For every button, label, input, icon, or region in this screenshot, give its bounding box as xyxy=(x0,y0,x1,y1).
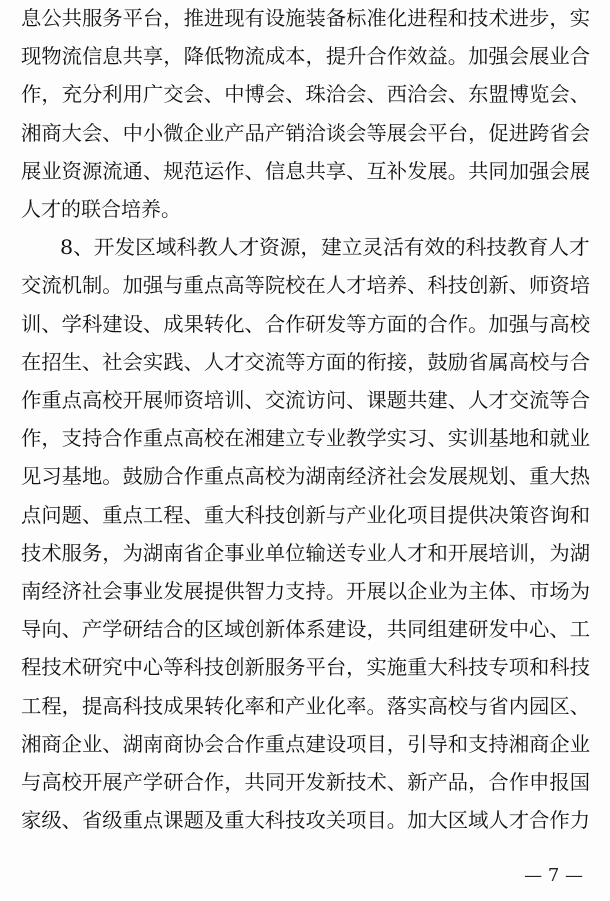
text-line: 南经济社会事业发展提供智力支持。开展以企业为主体、市场为 xyxy=(21,579,591,603)
text-line: 现物流信息共享，降低物流成本，提升合作效益。加强会展业合 xyxy=(21,44,591,69)
text-line: 点问题、重点工程、重大科技创新与产业化项目提供决策咨询和 xyxy=(21,502,591,527)
text-line: 工程，提高科技成果转化率和产业化率。落实高校与省内园区、 xyxy=(21,693,591,718)
text-line: 作，支持合作重点高校在湘建立专业教学实习、实训基地和就业 xyxy=(21,426,591,451)
text-line: 交流机制。加强与重点高等院校在人才培养、科技创新、师资培 xyxy=(21,273,591,298)
text-line: 在招生、社会实践、人才交流等方面的衔接，鼓励省属高校与合 xyxy=(21,349,591,374)
text-line: 与高校开展产学研合作，共同开发新技术、新产品，合作申报国 xyxy=(21,770,591,794)
text-line: 程技术研究中心等科技创新服务平台，实施重大科技专项和科技 xyxy=(21,655,591,680)
text-line: 训、学科建设、成果转化、合作研发等方面的合作。加强与高校 xyxy=(21,311,591,336)
text-line: 导向、产学研结合的区域创新体系建设，共同组建研发中心、工 xyxy=(21,617,591,642)
text-line: 8、开发区域科教人才资源，建立灵活有效的科技教育人才 xyxy=(60,235,590,260)
text-line: 作重点高校开展师资培训、交流访问、课题共建、人才交流等合 xyxy=(21,388,591,412)
text-line: 人才的联合培养。 xyxy=(21,197,181,221)
text-line: 展业资源流通、规范运作、信息共享、互补发展。共同加强会展 xyxy=(21,158,591,183)
text-line: 息公共服务平台，推进现有设施装备标准化进程和技术进步，实 xyxy=(21,6,591,30)
text-line: 湘商大会、中小微企业产品产销洽谈会等展会平台，促进跨省会 xyxy=(21,120,591,145)
text-line: 家级、省级重点课题及重大科技攻关项目。加大区域人才合作力 xyxy=(21,808,591,833)
text-line: 湘商企业、湖南商协会合作重点建设项目，引导和支持湘商企业 xyxy=(21,731,591,756)
text-line: 见习基地。鼓励合作重点高校为湖南经济社会发展规划、重大热 xyxy=(21,464,591,489)
text-line: 作，充分利用广交会、中博会、珠洽会、西洽会、东盟博览会、 xyxy=(21,82,591,107)
page-number: — 7 — xyxy=(524,865,583,886)
text-line: 技术服务，为湖南省企事业单位输送专业人才和开展培训，为湖 xyxy=(21,540,591,565)
